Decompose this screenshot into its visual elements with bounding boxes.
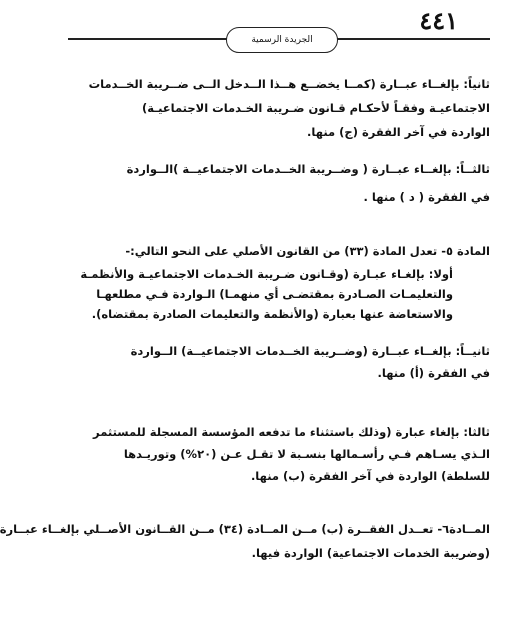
article-5-heading <box>70 241 490 261</box>
paragraph-line: ثالثا: بإلغاء عبارة (وذلك باستثناء ما تدفعه المؤسسة المسجلة للمستثمر <box>93 425 490 439</box>
paragraph-4 <box>70 340 490 384</box>
paragraph-line: الـذي يسـاهم فـي رأسـمالها بنسـبة لا تقـل عـن (٢٠%) وتوريـدها <box>123 447 490 461</box>
paragraph-line: الاجتماعيـة وفقـاً لأحكـام قـانون ضـريبة الخـدمات الاجتماعيـة) <box>141 101 490 115</box>
paragraph-line: المادة ٥- تعدل المادة (٣٣) من القانون الأصلي على النحو التالي:- <box>125 244 490 258</box>
paragraph-line: ثانيــاً: بإلغــاء عبــارة (وضــريبة الخــدمات الاجتماعيــة) الــواردة <box>130 344 490 358</box>
paragraph-line: (وضريبة الخدمات الاجتماعية) الواردة فيها. <box>251 546 490 560</box>
gazette-name-label: الجريدة الرسمية <box>226 27 338 53</box>
paragraph-2 <box>70 155 490 211</box>
paragraph-5 <box>70 421 490 487</box>
page-number: ٤٤١ <box>419 6 458 35</box>
paragraph-line: ثانياً: بإلغــاء عبــارة (كمــا يخضــع هــذا الــدخل الــى ضــريبة الخــدمات <box>88 77 490 91</box>
paragraph-line: أولا: بإلغـاء عبـارة (وقـانون ضـريبة الخـدمات الاجتماعيـة والأنظمـة <box>80 267 453 281</box>
paragraph-line: والاستعاضة عنها بعبارة (والأنظمة والتعليمات الصادرة بمقتضاه). <box>91 307 453 321</box>
paragraph-line: في الفقرة ( د ) منها . <box>363 190 490 204</box>
paragraph-line: الواردة في آخر الفقرة (ج) منها. <box>307 125 490 139</box>
paragraph-line: والتعليمـات الصـادرة بمقتضـى أي منهمـا) الـواردة فـي مطلعهـا <box>96 287 453 301</box>
article-6 <box>0 517 490 565</box>
paragraph-line: المــادة٦- تعــدل الفقــرة (ب) مــن المــادة (٣٤) مــن القــانون الأصــلي بإلغــاء عبــارة <box>0 522 490 536</box>
paragraph-1 <box>70 72 490 144</box>
paragraph-line: ثالثــاً: بإلغــاء عبــارة ( وضــريبة الخــدمات الاجتماعيــة )الــواردة <box>126 162 490 176</box>
paragraph-line: للسلطة) الواردة في آخر الفقرة (ب) منها. <box>250 469 490 483</box>
paragraph-line: في الفقرة (أ) منها. <box>377 366 490 380</box>
paragraph-3 <box>70 264 453 324</box>
